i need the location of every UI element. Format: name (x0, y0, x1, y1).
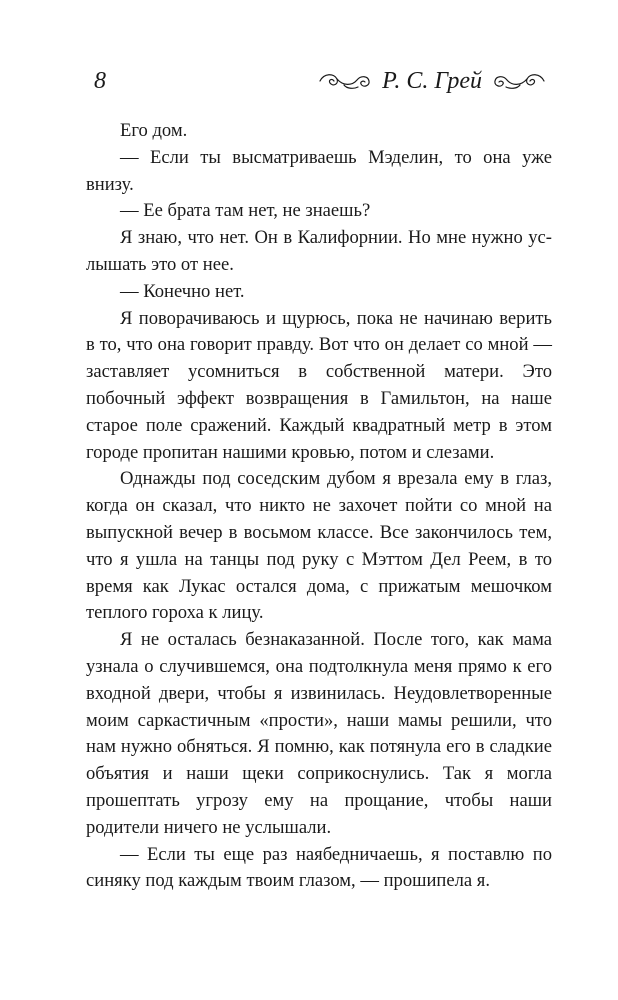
paragraph: Я не осталась безнаказанной. После того, как мама узнала о случившемся, она подтолкнула меня прямо к его входной двери, чтобы я извинилась. Неудовлетворенные моим саркастичным «прости», наши мамы решили, что нам нужно обняться. Я помню, как потянула его в сладкие объятия и наши щеки соприкоснулись. Так я могла прошептать угрозу ему на прощание, чтобы наши родители ничего не услышали. (86, 629, 552, 838)
paragraph: Однажды под соседским дубом я врезала ему в глаз, когда он сказал, что никто не захочет пойти со мной на выпускной вечер в восьмом классе. Все закончилось тем, что я ушла на танцы под руку с Мэттом Дел Реем, в то время как Лукас остался дома, с прижатым мешочком теплого гороха к лицу. (86, 468, 552, 624)
paragraph: — Если ты еще раз наябедничаешь, я поставлю по синяку под каждым твоим глазом, — прошипела я. (86, 843, 552, 892)
swirl-ornament-icon (316, 70, 372, 92)
paragraph: Его дом. (120, 120, 188, 141)
page-text (86, 118, 552, 895)
paragraph: — Если ты высматриваешь Мэделин, то она уже внизу. (86, 146, 552, 195)
running-head (316, 64, 548, 98)
page-number: 8 (94, 68, 106, 94)
book-author: Р. С. Грей (382, 68, 482, 94)
swirl-ornament-icon (492, 70, 548, 92)
paragraph: Я поворачиваюсь и щурюсь, пока не начинаю верить в то, что она говорит правду. Вот что он делает со мной — заставляет усомниться в собственной матери. Это побочный эффект возвращения в Гамильтон, на наше старое поле сражений. Каждый квадратный метр в этом городе пропитан нашими кровью, потом и слезами. (86, 307, 552, 463)
paragraph: — Ее брата там нет, не знаешь? (120, 200, 371, 222)
paragraph: — Конечно нет. (120, 280, 245, 302)
running-header (86, 64, 548, 98)
paragraph: Я знаю, что нет. Он в Калифорнии. Но мне нужно услышать это от нее. (86, 227, 552, 275)
